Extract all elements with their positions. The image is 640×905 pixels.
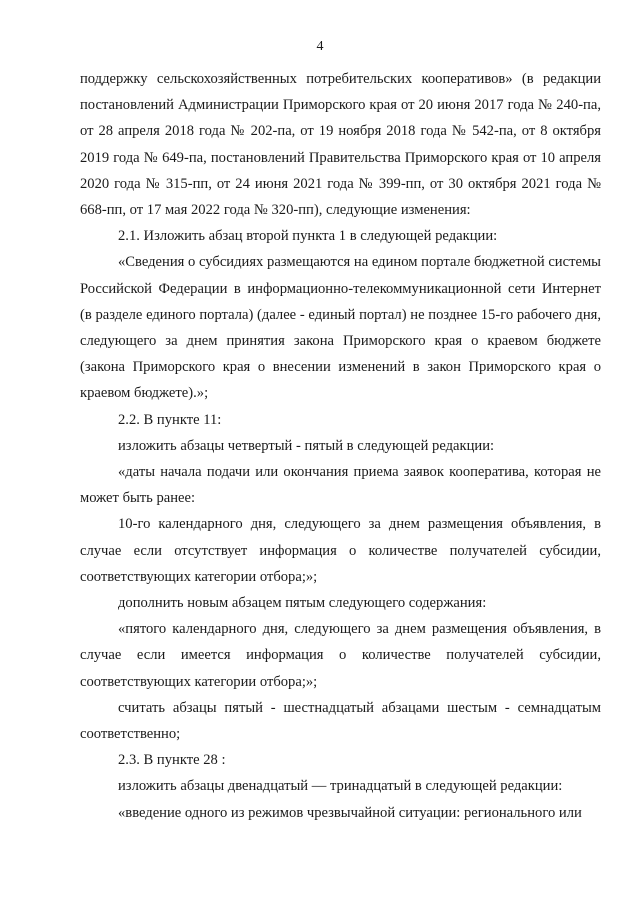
paragraph-emergency-quote: «введение одного из режимов чрезвычайной ситуации: регионального или (118, 804, 582, 821)
paragraph-2-3-heading: 2.3. В пункте 28 : (118, 752, 226, 769)
paragraph-10th-day-quote: 10-го календарного дня, следующего за днем размещения объявления, в случае если отсутствует информация о количестве получателей субсидии, соответствующих категории отбора;»; (80, 516, 601, 585)
paragraph-add-fifth-instruction: дополнить новым абзацем пятым следующего содержания: (118, 595, 487, 612)
paragraph-dates-quote: «даты начала подачи или окончания приема заявок кооператива, которая не может быть ранее: (80, 464, 601, 507)
paragraph-5th-day-quote: «пятого календарного дня, следующего за днем размещения объявления, в случае если имеется информация о количестве получателей субсидии, соответствующих категории отбора;»; (80, 621, 601, 690)
paragraph-2-1-heading: 2.1. Изложить абзац второй пункта 1 в следующей редакции: (118, 228, 498, 245)
paragraph-2-3-instruction: изложить абзацы двенадцатый — тринадцатый в следующей редакции: (118, 778, 563, 795)
paragraph-intro-continuation: поддержку сельскохозяйственных потребительских кооперативов» (в редакции постановлений Администрации Приморского края от 20 июня 2017 года № 240-па, от 28 апреля 2018 года № 202-па, от 19 ноября 2018 года № 542-па, от 8 октября 2019 года № 649-па, постановлений Правительства Приморского края от 10 апреля 2020 года № 315-пп, от 24 июня 2021 года № 399-пп, от 30 октября 2021 года № 668-пп, от 17 мая 2022 года № 320-пп), следующие изменения: (80, 71, 601, 219)
paragraph-2-2-instruction: изложить абзацы четвертый - пятый в следующей редакции: (118, 437, 495, 454)
page-number: 4 (316, 39, 324, 54)
paragraph-2-2-heading: 2.2. В пункте 11: (118, 411, 222, 428)
paragraph-subsidy-info-quote: «Сведения о субсидиях размещаются на едином портале бюджетной системы Российской Федерации в информационно-телекоммуникационной сети Интернет (в разделе единого портала) (далее - единый портал) не позднее 15-го рабочего дня, следующего за днем принятия закона Приморского края о краевом бюджете (закона Приморского края о внесении изменений в закон Приморского края о краевом бюджете).»; (80, 254, 601, 402)
document-body (80, 66, 601, 826)
paragraph-renumber-instruction: считать абзацы пятый - шестнадцатый абзацами шестым - семнадцатым соответственно; (80, 699, 601, 743)
